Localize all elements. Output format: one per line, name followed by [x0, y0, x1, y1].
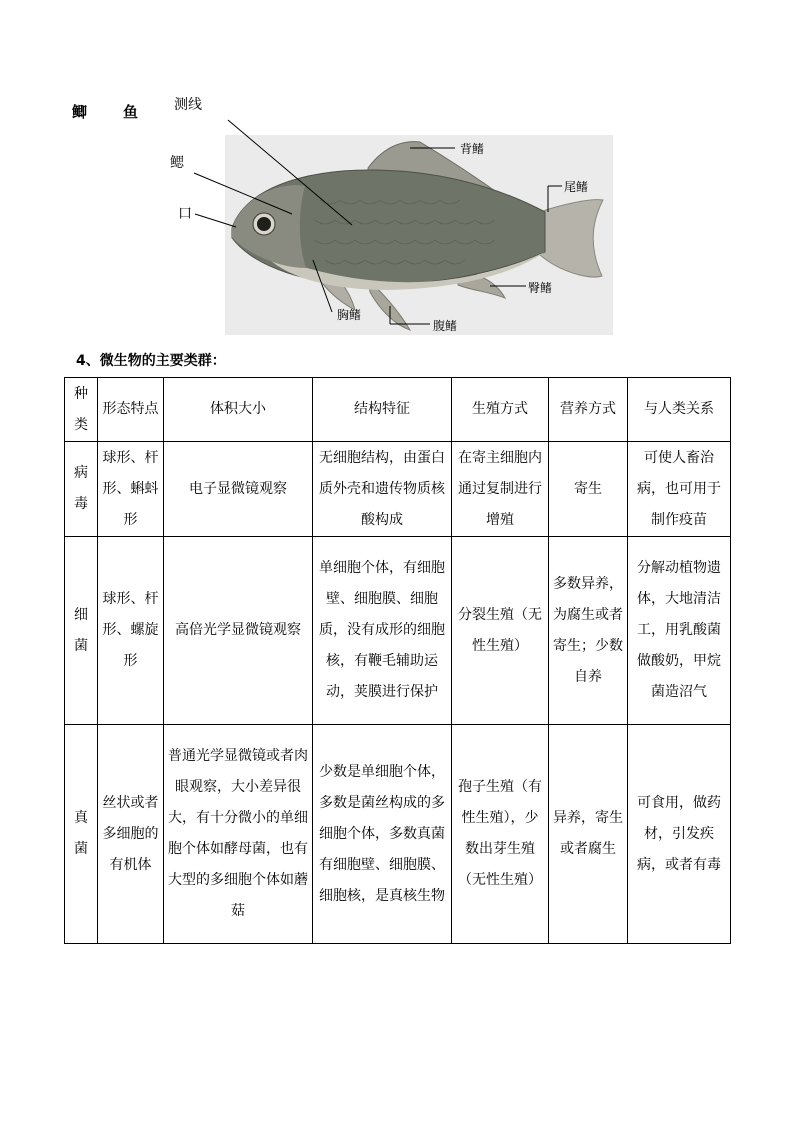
cell-size: 普通光学显微镜或者肉眼观察，大小差异很大，有十分微小的单细胞个体如酵母菌，也有大型的多细胞个体如蘑菇 — [164, 725, 313, 944]
table-row — [65, 725, 731, 944]
microorganism-table — [64, 377, 731, 944]
label-anal-fin: 臀鳍 — [528, 281, 553, 295]
table-header-row — [65, 378, 731, 442]
cell-shape: 球形、杆形、螺旋形 — [98, 537, 164, 725]
cell-structure: 少数是单细胞个体，多数是菌丝构成的多细胞个体，多数真菌有细胞壁、细胞膜、细胞核，是真核生物 — [313, 725, 452, 944]
label-tail-fin: 尾鳍 — [564, 180, 589, 194]
cell-name: 真菌 — [65, 725, 98, 944]
fish-title-part2: 鱼 — [123, 103, 139, 121]
cell-nutrition: 寄生 — [549, 442, 628, 537]
cell-reproduction: 孢子生殖（有性生殖），少数出芽生殖（无性生殖） — [452, 725, 549, 944]
cell-relation: 可使人畜治病，也可用于制作疫苗 — [628, 442, 731, 537]
fish-title-part1: 鲫 — [72, 103, 88, 121]
cell-size: 高倍光学显微镜观察 — [164, 537, 313, 725]
header-cell: 与人类关系 — [628, 378, 731, 442]
cell-reproduction: 在寄主细胞内通过复制进行增殖 — [452, 442, 549, 537]
header-cell: 种类 — [65, 378, 98, 442]
label-pectoral-fin: 胸鳍 — [337, 308, 362, 322]
header-cell: 结构特征 — [313, 378, 452, 442]
cell-structure: 单细胞个体，有细胞壁、细胞膜、细胞质，没有成形的细胞核，有鞭毛辅助运动，荚膜进行保护 — [313, 537, 452, 725]
label-gill: 鳃 — [170, 155, 184, 171]
cell-shape: 丝状或者多细胞的有机体 — [98, 725, 164, 944]
label-pelvic-fin: 腹鳍 — [433, 319, 458, 333]
fish-illustration — [0, 0, 794, 360]
header-cell: 体积大小 — [164, 378, 313, 442]
cell-relation: 分解动植物遗体，大地清洁工，用乳酸菌做酸奶，甲烷菌造沼气 — [628, 537, 731, 725]
cell-reproduction: 分裂生殖（无性生殖） — [452, 537, 549, 725]
section-heading: 4、微生物的主要类群： — [76, 353, 226, 369]
header-cell: 形态特点 — [98, 378, 164, 442]
label-dorsal-fin: 背鳍 — [460, 142, 485, 156]
cell-nutrition: 异养，寄生或者腐生 — [549, 725, 628, 944]
cell-structure: 无细胞结构，由蛋白质外壳和遗传物质核酸构成 — [313, 442, 452, 537]
cell-name: 病毒 — [65, 442, 98, 537]
label-lateral-line: 测线 — [174, 97, 202, 113]
cell-relation: 可食用，做药材，引发疾病，或者有毒 — [628, 725, 731, 944]
label-mouth: 口 — [178, 206, 192, 222]
header-cell: 营养方式 — [549, 378, 628, 442]
cell-shape: 球形、杆形、蝌蚪形 — [98, 442, 164, 537]
cell-name: 细菌 — [65, 537, 98, 725]
cell-size: 电子显微镜观察 — [164, 442, 313, 537]
table-row — [65, 537, 731, 725]
cell-nutrition: 多数异养，为腐生或者寄生；少数自养 — [549, 537, 628, 725]
table-row — [65, 442, 731, 537]
header-cell: 生殖方式 — [452, 378, 549, 442]
